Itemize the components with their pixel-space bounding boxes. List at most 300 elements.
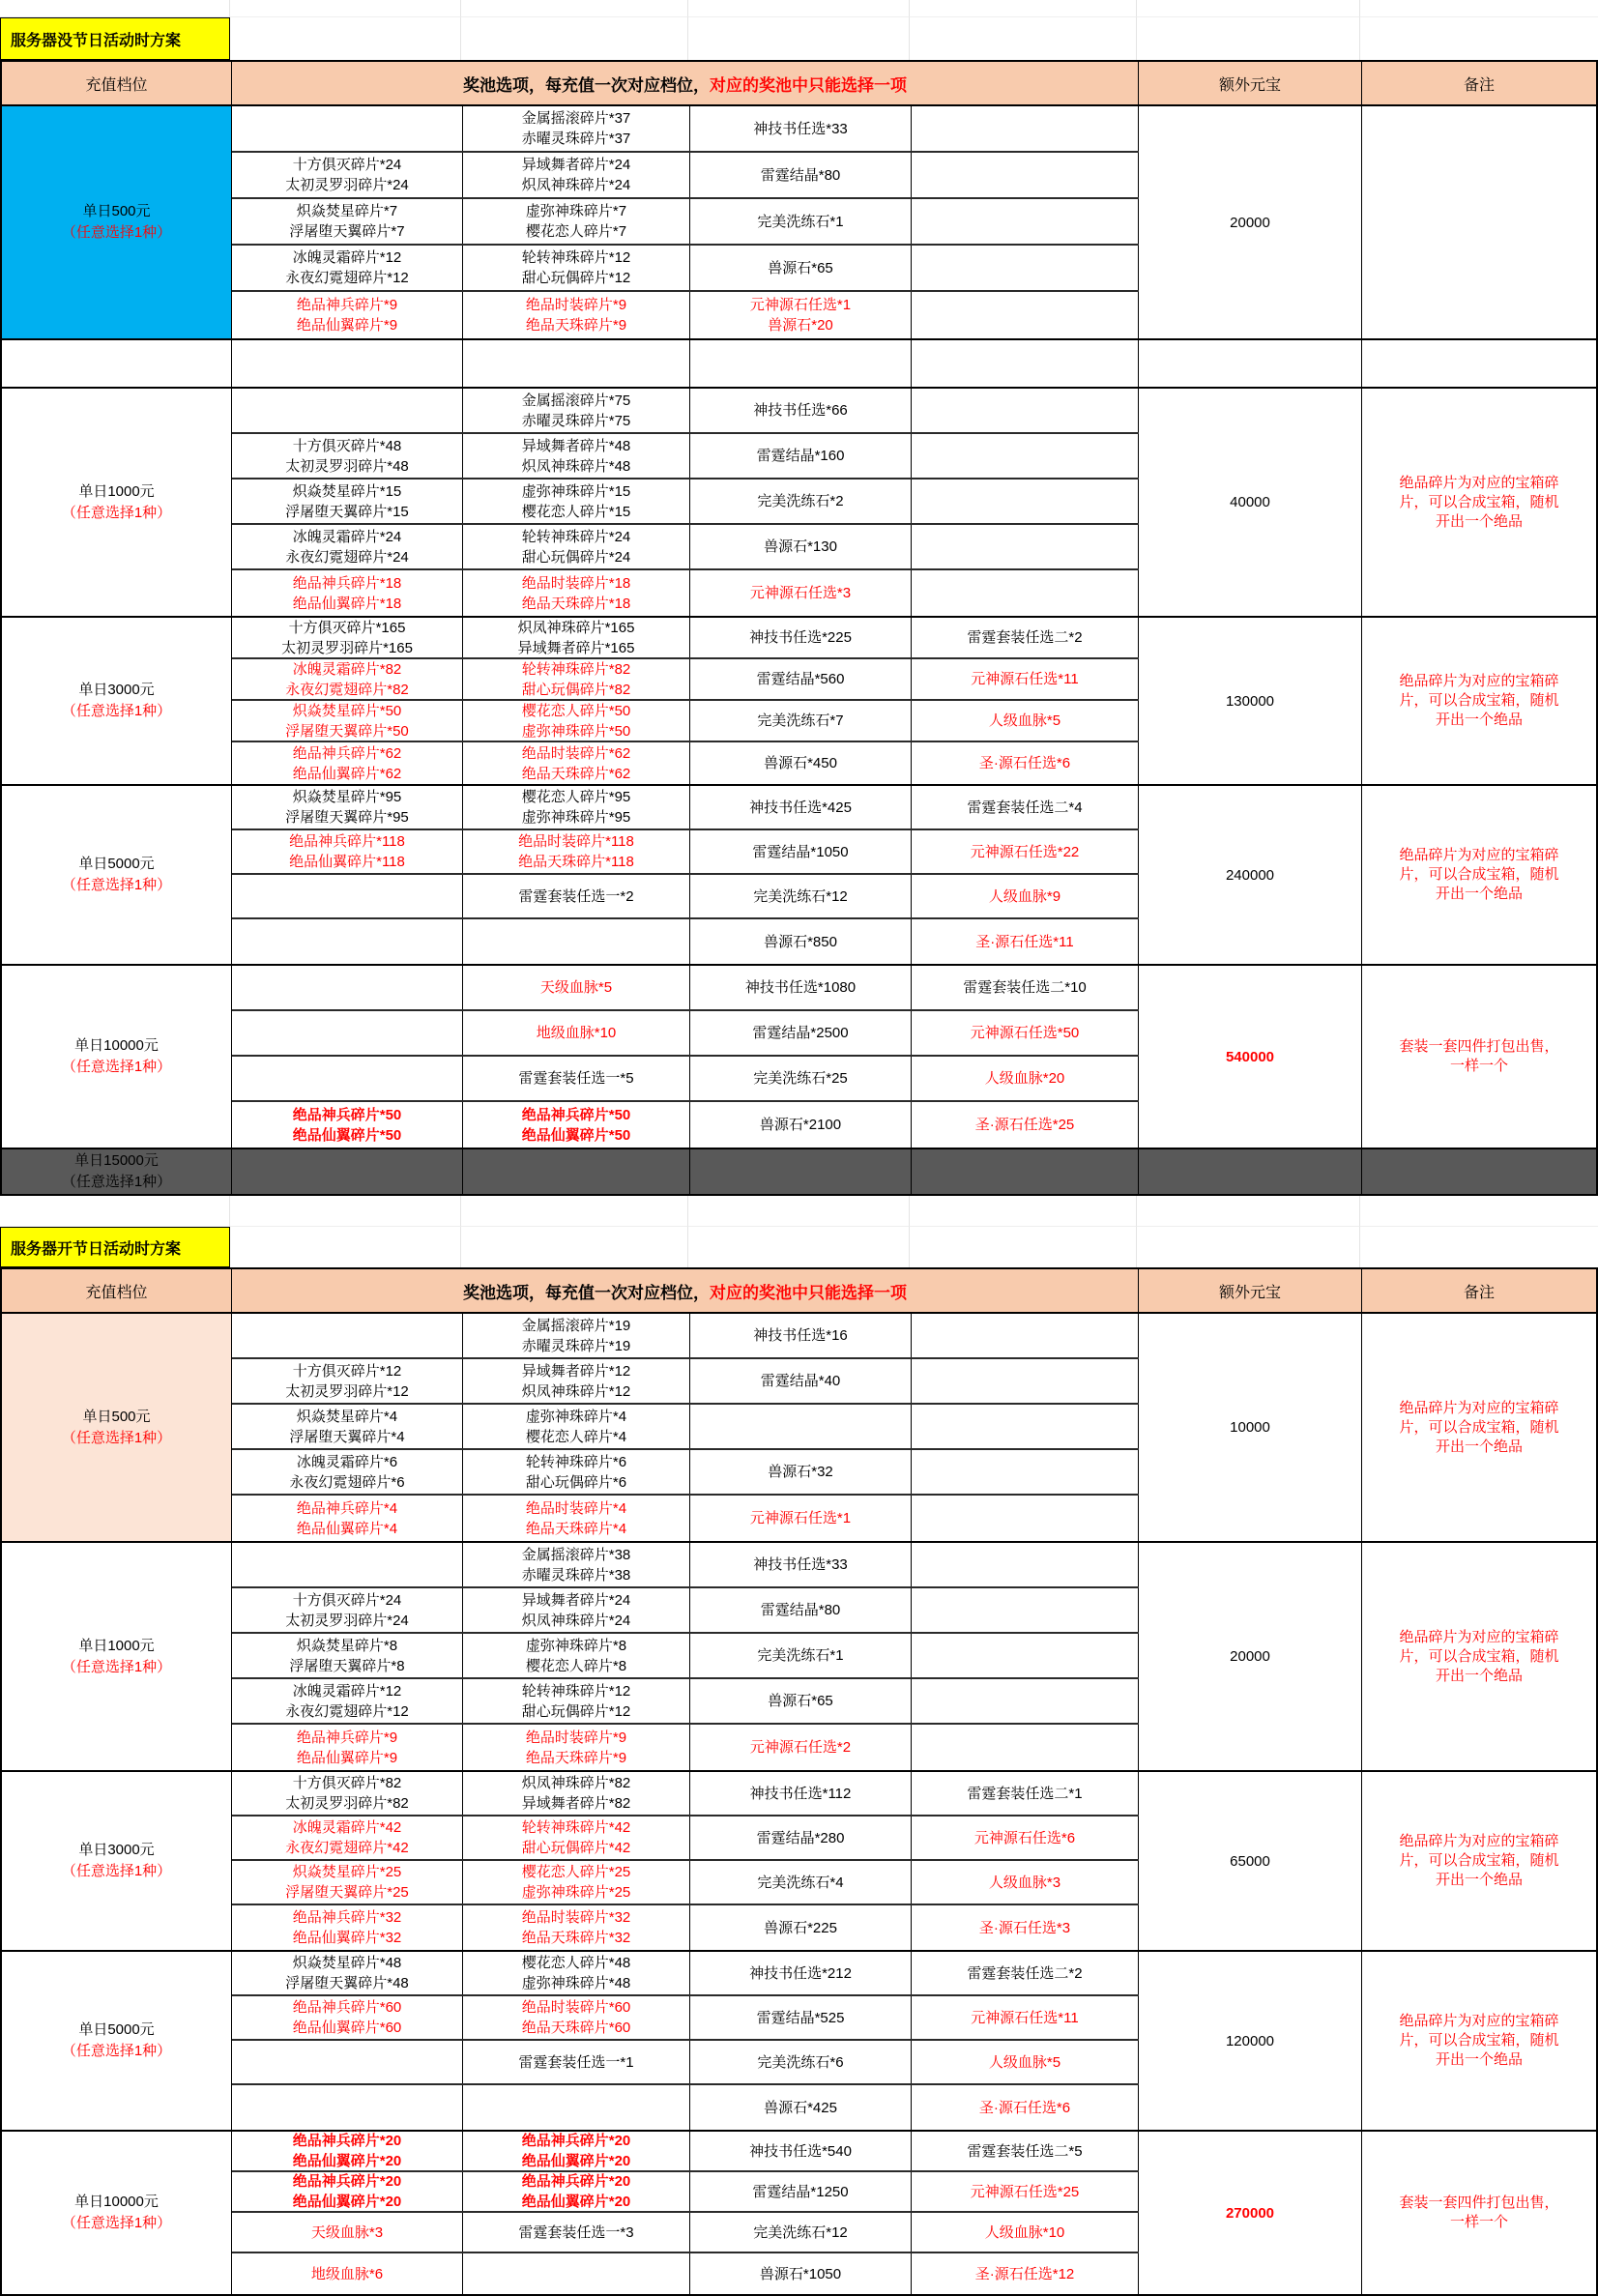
pool-cell [232, 1450, 463, 1494]
pool-cell [232, 1816, 463, 1859]
pool-cell [690, 1359, 912, 1403]
cell-line: 樱花恋人碎片*15 [521, 503, 631, 520]
cell-line: 圣·源石任选*12 [974, 2265, 1075, 2282]
pool-cell [912, 1314, 1139, 1357]
cell-line: 樱花恋人碎片*25 [521, 1864, 631, 1880]
pool-cell [690, 786, 912, 828]
top-margin [0, 0, 1598, 17]
note-cell [1362, 106, 1596, 338]
cell-line: 圣·源石任选*3 [978, 1919, 1071, 1936]
tier-label: 单日5000元 [78, 856, 155, 872]
cell-line: 绝品天珠碎片*118 [518, 854, 634, 870]
pool-cell [912, 1102, 1139, 1148]
cell-line: 雷霆结晶*80 [760, 166, 841, 184]
cell-line: 天级血脉*5 [539, 979, 613, 996]
tier-block [2, 1314, 1596, 1543]
cell-line: 神技书任选*540 [749, 2142, 852, 2160]
pool-cell [690, 919, 912, 964]
cell-line: 单日15000元 [74, 1152, 159, 1169]
cell-line: 十方俱灭碎片*165 [288, 619, 406, 636]
cell-line: 永夜幻霓翅碎片*12 [285, 270, 409, 286]
cell-line: 神技书任选*1080 [744, 979, 857, 996]
pool-grid [232, 1314, 1139, 1541]
pool-cell [463, 1861, 690, 1904]
note-line: 绝品碎片为对应的宝箱碎 [1399, 847, 1559, 863]
cell-line: 异域舞者碎片*12 [521, 1362, 631, 1380]
note-cell [1362, 1314, 1596, 1541]
cell-line: 雷霆结晶*525 [756, 2009, 845, 2026]
cell-line: 浮屠堕天翼碎片*50 [285, 722, 409, 740]
pool-cell [912, 1861, 1139, 1904]
pool-cell [232, 2085, 463, 2130]
note-line: 片，可以合成宝箱，随机 [1399, 1647, 1559, 1665]
cell-line: 绝品神兵碎片*20 [292, 2133, 402, 2149]
pool-row [232, 1057, 1139, 1102]
empty-cell [2, 340, 232, 387]
note-cell [1362, 389, 1596, 616]
empty-cell [912, 340, 1139, 387]
cell-line: 赤曜灵珠碎片*38 [521, 1566, 631, 1584]
pool-row [232, 2172, 1139, 2213]
pool-cell [690, 1450, 912, 1494]
extra-yuanbao-cell [1139, 618, 1362, 784]
pool-cell [690, 618, 912, 657]
cell-line: 甜心玩偶碎片*12 [521, 270, 631, 286]
cell-line: 完美洗练石*4 [757, 1874, 844, 1891]
pool-cell [912, 480, 1139, 523]
pool-cell [690, 2085, 912, 2130]
header-tier: 充值档位 [2, 62, 232, 104]
pool-row [232, 2253, 1139, 2294]
cell-line: 异域舞者碎片*165 [517, 639, 635, 656]
pool-cell [232, 570, 463, 616]
pool-cell [690, 2132, 912, 2170]
pool-cell [463, 701, 690, 741]
cell-line: 神技书任选*33 [753, 1556, 848, 1573]
empty-cell [690, 1149, 912, 1194]
header-extra: 额外元宝 [1139, 1269, 1362, 1312]
cell-line: 绝品天珠碎片*32 [521, 1930, 631, 1946]
pool-cell [690, 830, 912, 873]
tier-label: 单日500元 [82, 203, 151, 219]
cell-line: 兽源石*2100 [759, 1117, 842, 1133]
tier-label: （任意选择1种） [61, 1863, 172, 1879]
pool-cell [912, 1496, 1139, 1541]
pool-cell [912, 1057, 1139, 1100]
extra-yuanbao-cell [1139, 1952, 1362, 2130]
pool-cell [463, 1816, 690, 1859]
cell-line: 浮屠堕天翼碎片*25 [285, 1884, 409, 1901]
tier-block [2, 1543, 1596, 1772]
cell-line: 雷霆结晶*1250 [752, 2183, 849, 2200]
cell-line: 金属摇滚碎片*75 [521, 392, 631, 409]
extra-yuanbao-value: 270000 [1225, 2204, 1275, 2222]
pool-row [232, 1634, 1139, 1679]
pool-cell [463, 434, 690, 478]
pool-cell [232, 701, 463, 741]
pool-cell [463, 1102, 690, 1148]
pool-grid [232, 1952, 1139, 2130]
pool-cell [690, 2213, 912, 2252]
pool-cell [463, 153, 690, 197]
pool-cell [232, 2041, 463, 2083]
cell-line: 圣·源石任选*6 [978, 755, 1071, 771]
cell-line: 虚弥神珠碎片*4 [525, 1408, 627, 1425]
pool-cell [912, 525, 1139, 568]
cell-line: 炽焱焚星碎片*25 [292, 1864, 402, 1880]
cell-line: 十方俱灭碎片*24 [292, 1591, 402, 1609]
cell-line: 绝品天珠碎片*9 [525, 317, 627, 334]
pool-cell [463, 2085, 690, 2130]
extra-yuanbao-value: 65000 [1230, 1852, 1270, 1870]
cell-line: 轮转神珠碎片*6 [525, 1453, 627, 1470]
pool-cell [232, 246, 463, 290]
note-cell [1362, 618, 1596, 784]
cell-line: 雷霆套装任选二*2 [967, 1964, 1083, 1982]
cell-line: 甜心玩偶碎片*42 [521, 1840, 631, 1856]
spacer-row [2, 340, 1596, 389]
extra-yuanbao-value: 40000 [1230, 494, 1270, 510]
cell-line: 异域舞者碎片*82 [521, 1795, 631, 1812]
cell-line: 兽源石*425 [764, 2099, 837, 2116]
pool-cell [912, 1996, 1139, 2039]
extra-yuanbao-cell [1139, 389, 1362, 616]
pool-grid [232, 106, 1139, 338]
note-line: 绝品碎片为对应的宝箱碎 [1399, 1628, 1559, 1645]
pool-cell [690, 1634, 912, 1677]
note-cell [1362, 966, 1596, 1148]
empty-cell [912, 1149, 1139, 1194]
pool-row [232, 199, 1139, 246]
cell-line: 绝品仙翼碎片*9 [296, 317, 398, 334]
cell-line: 神技书任选*225 [749, 629, 852, 646]
pool-cell [690, 1588, 912, 1632]
pool-row [232, 1359, 1139, 1405]
pool-cell [912, 701, 1139, 741]
cell-line: 冰魄灵霜碎片*82 [292, 660, 402, 678]
note-line: 开出一个绝品 [1435, 1438, 1523, 1455]
cell-line: 绝品神兵碎片*118 [289, 833, 405, 850]
cell-line: 神技书任选*112 [749, 1785, 852, 1802]
cell-line: 完美洗练石*12 [753, 2223, 848, 2241]
cell-line: 太初灵罗羽碎片*82 [285, 1795, 409, 1812]
cell-line: 绝品时装碎片*62 [521, 744, 631, 762]
tier-cell [2, 786, 232, 964]
pool-cell [912, 1011, 1139, 1055]
header-pool [232, 62, 1139, 104]
cell-line: 冰魄灵霜碎片*24 [292, 528, 402, 545]
pool-cell [690, 1816, 912, 1859]
cell-line: 绝品神兵碎片*20 [521, 2133, 631, 2149]
pool-cell [690, 106, 912, 151]
pool-cell [232, 525, 463, 568]
pool-cell [463, 1679, 690, 1723]
pool-row [232, 1405, 1139, 1450]
pool-row [232, 1102, 1139, 1148]
note-line: 开出一个绝品 [1435, 1667, 1523, 1684]
extra-yuanbao-value: 10000 [1230, 1419, 1270, 1436]
tier-label: 单日1000元 [78, 1637, 155, 1654]
cell-line: 完美洗练石*1 [757, 1647, 844, 1664]
empty-cell [463, 1149, 690, 1194]
tier-label: （任意选择1种） [61, 2043, 172, 2059]
tier-label: （任意选择1种） [61, 224, 172, 241]
extra-yuanbao-cell [1139, 1772, 1362, 1950]
pool-row [232, 1496, 1139, 1541]
cell-line: 浮屠堕天翼碎片*48 [285, 1975, 409, 1991]
cell-line: 金属摇滚碎片*19 [521, 1317, 631, 1334]
cell-line: 樱花恋人碎片*7 [525, 223, 627, 240]
extra-yuanbao-value: 20000 [1230, 214, 1270, 231]
cell-line: 绝品仙翼碎片*50 [521, 1126, 631, 1144]
pool-row [232, 1816, 1139, 1861]
cell-line: 浮屠堕天翼碎片*8 [289, 1657, 405, 1674]
cell-line: 浮屠堕天翼碎片*7 [289, 223, 405, 240]
pool-cell [463, 966, 690, 1009]
note-line: 套装一套四件打包出售， [1399, 1038, 1559, 1055]
pool-cell [463, 1725, 690, 1770]
pool-cell [690, 1496, 912, 1541]
cell-line: 绝品天珠碎片*18 [521, 595, 631, 612]
extra-yuanbao-value: 120000 [1225, 2032, 1275, 2049]
cell-line: 神技书任选*16 [753, 1327, 848, 1344]
note-line: 绝品碎片为对应的宝箱碎 [1399, 673, 1559, 689]
pool-cell [232, 919, 463, 964]
tier-label: （任意选择1种） [61, 877, 172, 893]
cell-line: 绝品天珠碎片*62 [521, 765, 631, 782]
pool-cell [690, 570, 912, 616]
cell-line: 甜心玩偶碎片*24 [521, 548, 631, 566]
cell-line: 绝品神兵碎片*50 [521, 1106, 631, 1123]
pool-cell [463, 292, 690, 338]
pool-cell [232, 199, 463, 244]
tier-block [2, 786, 1596, 966]
header-tier: 充值档位 [2, 1269, 232, 1312]
pool-cell [912, 1905, 1139, 1950]
cell-line: 永夜幻霓翅碎片*82 [285, 681, 409, 698]
pool-cell [232, 1679, 463, 1723]
header-note: 备注 [1362, 1269, 1596, 1312]
tier-block [2, 1772, 1596, 1952]
cell-line: 太初灵罗羽碎片*165 [281, 639, 413, 656]
cell-line: 甜心玩偶碎片*12 [521, 1702, 631, 1720]
pool-cell [463, 525, 690, 568]
pool-row [232, 2132, 1139, 2172]
pool-cell [690, 1314, 912, 1357]
cell-line: 雷霆结晶*40 [760, 1373, 841, 1389]
cell-line: 炽凤神珠碎片*24 [521, 1612, 631, 1629]
pool-cell [463, 1543, 690, 1586]
cell-line: 人级血脉*5 [988, 712, 1061, 729]
pool-cell [463, 1996, 690, 2039]
cell-line: 甜心玩偶碎片*82 [521, 681, 631, 698]
cell-line: 炽焱焚星碎片*95 [292, 789, 402, 805]
cell-line: 浮屠堕天翼碎片*4 [289, 1428, 405, 1445]
cell-line: 异域舞者碎片*24 [521, 1591, 631, 1609]
pool-row [232, 246, 1139, 292]
pool-cell [232, 1543, 463, 1586]
empty-cell [1362, 1149, 1596, 1194]
cell-line: 虚弥神珠碎片*95 [521, 809, 631, 826]
cell-line: 元神源石任选*22 [970, 843, 1080, 860]
cell-line: 雷霆套装任选二*4 [967, 799, 1083, 816]
pool-cell [232, 1861, 463, 1904]
tier-label: 单日3000元 [78, 1842, 155, 1858]
pool-cell [232, 875, 463, 917]
pool-cell [912, 2213, 1139, 2252]
header-pool [232, 1269, 1139, 1312]
cell-line: 虚弥神珠碎片*50 [521, 722, 631, 740]
cell-line: 冰魄灵霜碎片*6 [296, 1453, 398, 1470]
cell-line: 完美洗练石*12 [753, 887, 848, 905]
pool-cell [690, 1405, 912, 1448]
table2-title-row [0, 1227, 1598, 1267]
cell-line: 元神源石任选*25 [970, 2183, 1080, 2200]
cell-line: 樱花恋人碎片*50 [521, 702, 631, 719]
cell-line: 浮屠堕天翼碎片*15 [285, 503, 409, 520]
header-note: 备注 [1362, 62, 1596, 104]
cell-line: 绝品仙翼碎片*20 [521, 2153, 631, 2169]
extra-yuanbao-cell [1139, 106, 1362, 338]
cell-line: 绝品神兵碎片*18 [292, 574, 402, 592]
pool-cell [232, 786, 463, 828]
note-line: 一样一个 [1449, 1058, 1508, 1074]
pool-cell [912, 1952, 1139, 1994]
cell-line: 兽源石*450 [764, 755, 837, 771]
pool-cell [463, 106, 690, 151]
pool-row [232, 919, 1139, 964]
cell-line: 完美洗练石*1 [757, 213, 844, 230]
cell-line: 冰魄灵霜碎片*12 [292, 1682, 402, 1700]
pool-row [232, 1679, 1139, 1725]
pool-cell [463, 389, 690, 432]
cell-line: 人级血脉*9 [988, 887, 1061, 905]
pool-cell [912, 919, 1139, 964]
pool-cell [912, 1359, 1139, 1403]
cell-line: 绝品仙翼碎片*60 [292, 2020, 402, 2036]
pool-cell [463, 618, 690, 657]
cell-line: 兽源石*850 [764, 933, 837, 950]
cell-line: 绝品天珠碎片*4 [525, 1520, 627, 1537]
cell-line: 绝品仙翼碎片*18 [292, 595, 402, 612]
tier-block [2, 106, 1596, 340]
pool-cell [232, 153, 463, 197]
cell-line: 完美洗练石*25 [753, 1070, 848, 1087]
note-line: 一样一个 [1449, 2214, 1508, 2230]
table-no-festival [0, 17, 1598, 1196]
tier-label: （任意选择1种） [61, 703, 172, 719]
cell-line: 人级血脉*5 [988, 2053, 1061, 2071]
pool-cell [463, 246, 690, 290]
pool-cell [463, 480, 690, 523]
pool-cell [232, 830, 463, 873]
note-line: 绝品碎片为对应的宝箱碎 [1399, 1833, 1559, 1849]
pool-row [232, 2085, 1139, 2130]
cell-line: 雷霆套装任选一*3 [518, 2223, 634, 2241]
pool-cell [232, 1314, 463, 1357]
cell-line: 十方俱灭碎片*48 [292, 437, 402, 454]
cell-line: 绝品仙翼碎片*50 [292, 1126, 402, 1144]
pool-cell [232, 292, 463, 338]
pool-cell [463, 2253, 690, 2294]
cell-line: 轮转神珠碎片*12 [521, 1682, 631, 1700]
pool-cell [912, 1772, 1139, 1815]
note-line: 开出一个绝品 [1435, 886, 1523, 902]
tables-gap [0, 1196, 1598, 1227]
tier-label: （任意选择1种） [61, 2215, 172, 2231]
pool-cell [232, 389, 463, 432]
tier-label: 单日3000元 [78, 682, 155, 698]
cell-line: 绝品天珠碎片*60 [521, 2020, 631, 2036]
cell-line: 金属摇滚碎片*37 [521, 110, 631, 127]
pool-cell [232, 1405, 463, 1448]
cell-line: 太初灵罗羽碎片*48 [285, 457, 409, 475]
cell-line: 雷霆套装任选二*1 [967, 1785, 1083, 1802]
pool-row [232, 1861, 1139, 1905]
cell-line: 炽焱焚星碎片*15 [292, 482, 402, 500]
pool-cell [463, 1905, 690, 1950]
tier-block [2, 618, 1596, 786]
cell-line: 十方俱灭碎片*12 [292, 1362, 402, 1380]
pool-cell [463, 1634, 690, 1677]
tier-label: 单日5000元 [78, 2021, 155, 2038]
cell-line: 绝品仙翼碎片*20 [292, 2153, 402, 2169]
cell-line: 雷霆结晶*160 [756, 448, 845, 464]
cell-line: 轮转神珠碎片*24 [521, 528, 631, 545]
cell-line: 绝品神兵碎片*20 [292, 2173, 402, 2190]
note-line: 绝品碎片为对应的宝箱碎 [1399, 1399, 1559, 1416]
pool-cell [232, 1011, 463, 1055]
pool-cell [912, 1634, 1139, 1677]
pool-cell [690, 1996, 912, 2039]
pool-cell [912, 786, 1139, 828]
cell-line: 地级血脉*6 [310, 2265, 384, 2282]
empty-cell [1139, 1149, 1362, 1194]
extra-yuanbao-value: 540000 [1225, 1048, 1275, 1065]
extra-yuanbao-cell [1139, 966, 1362, 1148]
cell-line: 炽凤神珠碎片*165 [517, 619, 635, 636]
cell-line: 虚弥神珠碎片*25 [521, 1884, 631, 1901]
extra-yuanbao-value: 130000 [1225, 692, 1275, 710]
cell-line: 赤曜灵珠碎片*37 [521, 131, 631, 147]
tier-label: （任意选择1种） [61, 504, 172, 521]
pool-cell [232, 1496, 463, 1541]
pool-cell [690, 246, 912, 290]
cell-line: 樱花恋人碎片*95 [521, 789, 631, 805]
pool-cell [232, 1102, 463, 1148]
cell-line: 绝品仙翼碎片*20 [292, 2194, 402, 2210]
cell-line: 圣·源石任选*6 [978, 2099, 1071, 2116]
pool-cell [912, 1588, 1139, 1632]
pool-cell [690, 199, 912, 244]
pool-cell [690, 434, 912, 478]
cell-line: 虚弥神珠碎片*7 [525, 203, 627, 219]
pool-cell [232, 1359, 463, 1403]
cell-line: 圣·源石任选*25 [974, 1117, 1075, 1133]
pool-cell [690, 1952, 912, 1994]
pool-cell [463, 1057, 690, 1100]
pool-cell [912, 434, 1139, 478]
tier-cell [2, 1314, 232, 1541]
pool-cell [463, 2172, 690, 2211]
pool-cell [912, 618, 1139, 657]
table-festival [0, 1227, 1598, 2296]
pool-grid [232, 618, 1139, 784]
cell-line: 樱花恋人碎片*48 [521, 1955, 631, 1971]
pool-row [232, 966, 1139, 1011]
cell-line: 天级血脉*3 [310, 2223, 384, 2241]
cell-line: 绝品时装碎片*32 [521, 1909, 631, 1926]
